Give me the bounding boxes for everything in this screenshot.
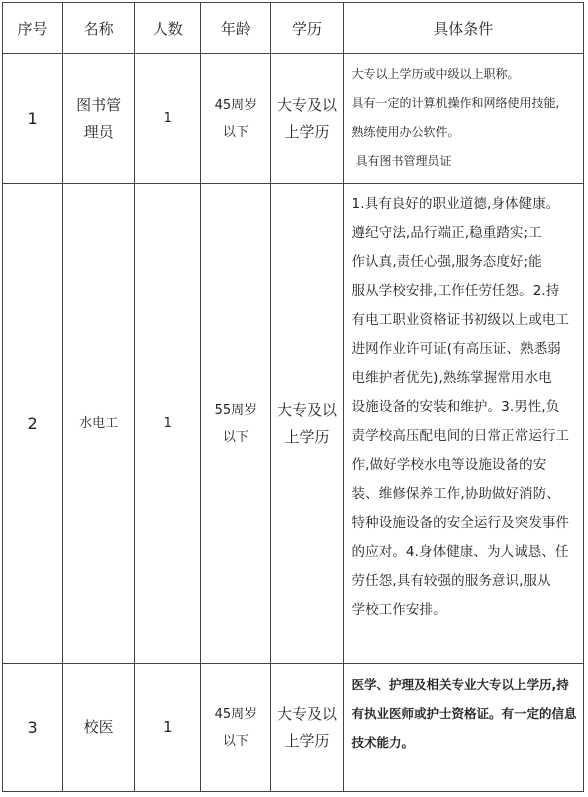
row-education: 大专及以 上学历 [271, 54, 343, 184]
row-no: 1 [3, 54, 63, 184]
table-row [3, 184, 584, 664]
row-name: 校医 [63, 664, 135, 792]
row-age: 55周岁 以下 [201, 184, 271, 664]
header-name: 名称 [63, 3, 135, 54]
header-education: 学历 [271, 3, 343, 54]
header-row [3, 3, 584, 54]
table-row [3, 664, 584, 792]
row-no: 3 [3, 664, 63, 792]
row-count: 1 [135, 54, 201, 184]
row-requirements: 医学、护理及相关专业大专以上学历,持 有执业医师或护士资格证。有一定的信息 技术能力。 [343, 664, 583, 792]
row-age: 45周岁 以下 [201, 664, 271, 792]
row-education: 大专及以 上学历 [271, 664, 343, 792]
row-name: 水电工 [63, 184, 135, 664]
header-requirements: 具体条件 [343, 3, 583, 54]
job-requirements-table [2, 2, 584, 792]
row-education: 大专及以 上学历 [271, 184, 343, 664]
row-requirements: 大专以上学历或中级以上职称。 具有一定的计算机操作和网络使用技能, 熟练使用办公软件。 具有图书管理员证 [343, 54, 583, 184]
header-age: 年龄 [201, 3, 271, 54]
row-count: 1 [135, 184, 201, 664]
row-name: 图书管 理员 [63, 54, 135, 184]
row-requirements: 1.具有良好的职业道德,身体健康。 遵纪守法,品行端正,稳重踏实;工 作认真,责任心强,服务态度好;能 服从学校安排,工作任劳任怨。2.持 有电工职业资格证书初级以上或电工 进网作业许可证(有高压证、熟悉弱 电维护者优先),熟练掌握常用水电 设施设备的安装和维护。3.男性,负 责学校高压配电间的日常正常运行工 作,做好学校水电等设施设备的安 装、维修保养工作,协助做好消防、 特种设施设备的安全运行及突发事件 的应对。4.身体健康、为人诚恳、任 劳任怨,具有较强的服务意识,服从 学校工作安排。 [343, 184, 583, 664]
row-count: 1 [135, 664, 201, 792]
table-row [3, 54, 584, 184]
header-no: 序号 [3, 3, 63, 54]
row-age: 45周岁 以下 [201, 54, 271, 184]
header-count: 人数 [135, 3, 201, 54]
row-no: 2 [3, 184, 63, 664]
